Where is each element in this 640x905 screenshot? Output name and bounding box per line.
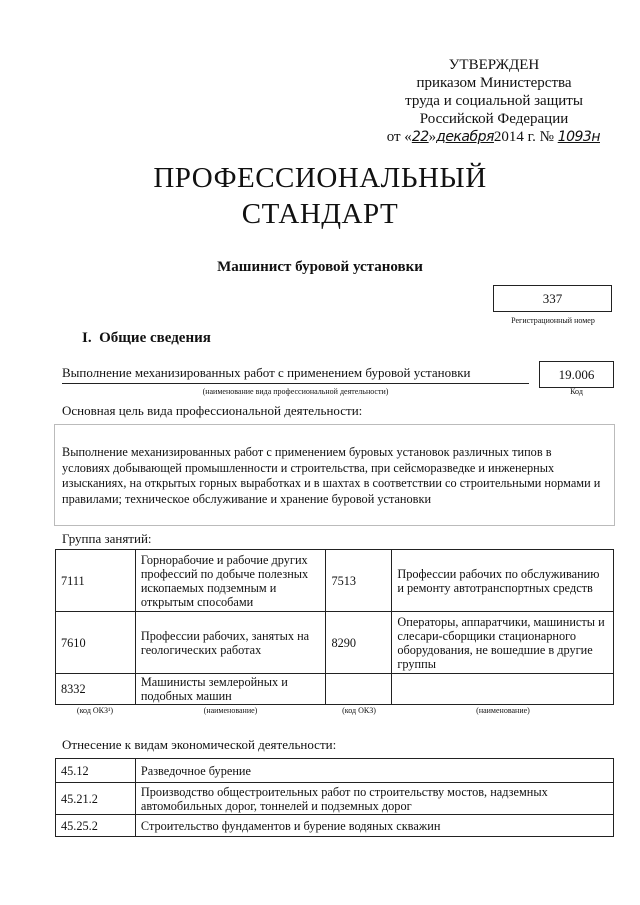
section-number: I. <box>82 330 92 346</box>
approval-date-line <box>380 128 608 146</box>
activity-name-cell: Производство общестроительных работ по строительству мостов, надземных автомобильных дорог, тоннелей и подземных дорог <box>135 783 613 815</box>
activity-name-caption: (наименование вида профессиональной деятельности) <box>202 387 389 396</box>
activity-name-cell: Разведочное бурение <box>135 759 613 783</box>
okved-code-cell: 45.21.2 <box>56 783 136 815</box>
table-row <box>56 612 614 674</box>
table-row <box>56 783 614 815</box>
table-row <box>56 759 614 783</box>
activity-code-caption: Код <box>570 387 583 396</box>
date-year: 2014 г. № <box>493 129 554 145</box>
okz-code-cell <box>326 674 392 705</box>
title-line-2: СТАНДАРТ <box>241 198 399 230</box>
okz-code-cell: 7610 <box>56 612 136 674</box>
okz-code-cell: 8290 <box>326 612 392 674</box>
occupation-name-cell: Горнорабочие и рабочие других профессий по добыче полезных ископаемых подземным и открытым способами <box>135 550 326 612</box>
okved-code-cell: 45.25.2 <box>56 815 136 837</box>
order-number: 1093н <box>557 129 600 145</box>
approval-ministry-line: труда и социальной защиты <box>405 93 583 109</box>
registration-number-box: 337 <box>493 285 612 312</box>
table-row <box>56 674 614 705</box>
document-title <box>0 160 640 232</box>
date-prefix: от « <box>386 129 412 145</box>
registration-number-label: Регистрационный номер <box>511 316 595 325</box>
goal-label: Основная цель вида профессиональной деятельности: <box>62 403 363 418</box>
section-title: Общие сведения <box>99 330 211 346</box>
okz-code-caption-2: (код ОКЗ) <box>342 706 376 715</box>
approval-country-line: Российской Федерации <box>419 111 569 127</box>
okz-code-caption: (код ОКЗ¹) <box>76 706 114 715</box>
occupations-label: Группа занятий: <box>62 531 152 546</box>
section-heading <box>82 330 211 347</box>
occupations-table <box>55 549 614 705</box>
occupation-name-cell: Машинисты землеройных и подобных машин <box>135 674 326 705</box>
occupation-name-cell <box>392 674 614 705</box>
approval-block <box>380 56 608 146</box>
activity-code-box: 19.006 <box>539 361 614 388</box>
occupation-name-cell: Операторы, аппаратчики, машинисты и слесари-сборщики стационарного оборудования, не вошедшие в другие группы <box>392 612 614 674</box>
activity-name-cell: Строительство фундаментов и бурение водяных скважин <box>135 815 613 837</box>
table-row <box>56 550 614 612</box>
date-day: 22 <box>411 129 429 145</box>
okved-code-cell: 45.12 <box>56 759 136 783</box>
economic-table <box>55 758 614 837</box>
activity-name: Выполнение механизированных работ с применением буровой установки <box>62 365 471 380</box>
date-month: декабря <box>436 129 494 145</box>
okz-code-cell: 8332 <box>56 674 136 705</box>
goal-text: Выполнение механизированных работ с применением буровых установок различных типов в условиях добывающей промышленности и строительства, при сейсморазведке и инженерных изысканиях, на открытых горных выработках и в шахтах в соответствии со строительными нормами и правилами; техническое обслуживание и хранение буровой установки <box>62 445 601 506</box>
profession-name: Машинист буровой установки <box>217 259 423 275</box>
activity-underline <box>62 383 529 384</box>
title-line-1: ПРОФЕССИОНАЛЬНЫЙ <box>153 162 487 194</box>
approval-order-line: приказом Министерства <box>416 75 572 91</box>
okz-code-cell: 7111 <box>56 550 136 612</box>
occupation-name-caption: (наименование) <box>203 706 258 715</box>
occupation-name-caption-2: (наименование) <box>476 706 530 715</box>
approval-heading: УТВЕРЖДЕН <box>448 57 540 73</box>
economic-label: Отнесение к видам экономической деятельности: <box>62 737 337 752</box>
occupation-name-cell: Профессии рабочих по обслуживанию и ремонту автотранспортных средств <box>392 550 614 612</box>
table-row <box>56 815 614 837</box>
date-mid: » <box>428 129 437 145</box>
occupation-name-cell: Профессии рабочих, занятых на геологических работах <box>135 612 326 674</box>
okz-code-cell: 7513 <box>326 550 392 612</box>
